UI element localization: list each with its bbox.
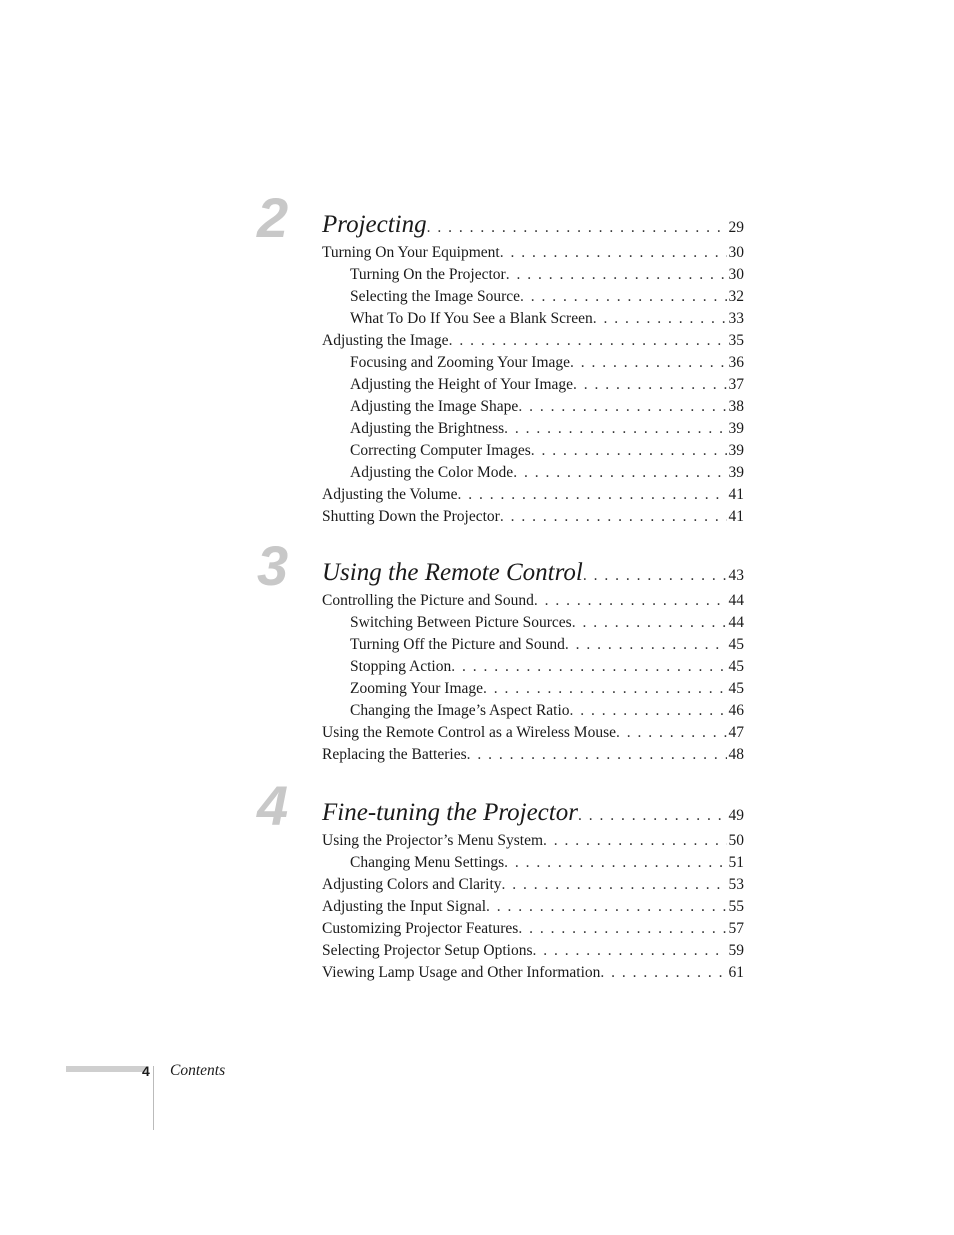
toc-chapter-title[interactable] [322, 796, 744, 830]
toc-page-number: 45 [728, 680, 744, 697]
toc-page-number: 44 [728, 614, 744, 631]
toc-entry-label: Changing Menu Settings [350, 854, 505, 871]
toc-entry-label: Switching Between Picture Sources [350, 614, 572, 631]
toc-page-number: 30 [728, 244, 744, 261]
toc-entry[interactable] [322, 918, 744, 940]
toc-entry-label: Adjusting the Image [322, 332, 449, 349]
toc-entry-label: Customizing Projector Features [322, 920, 519, 937]
toc-entry[interactable] [322, 830, 744, 852]
toc-entry[interactable] [322, 330, 744, 352]
footer-bar [66, 1066, 146, 1072]
toc-subentry[interactable] [322, 418, 744, 440]
toc-page-number: 43 [728, 567, 744, 584]
toc-subentry[interactable] [322, 678, 744, 700]
toc-page-number: 39 [728, 420, 744, 437]
toc-page-number: 33 [728, 310, 744, 327]
toc-entry-label: Using the Remote Control as a Wireless Mouse [322, 724, 616, 741]
toc-title-label: Projecting [322, 211, 427, 238]
toc-entry-label: Changing the Image’s Aspect Ratio [350, 702, 570, 719]
chapter-number: 3 [257, 534, 289, 597]
toc-entry-label: Adjusting the Brightness [350, 420, 505, 437]
toc-page-number: 30 [728, 266, 744, 283]
toc-entry-label: Adjusting Colors and Clarity [322, 876, 502, 893]
toc-page-number: 59 [728, 942, 744, 959]
toc-entry-label: Turning On Your Equipment [322, 244, 500, 261]
toc-title-label: Fine-tuning the Projector [322, 799, 578, 826]
toc-entry-label: Correcting Computer Images [350, 442, 531, 459]
toc-page-number: 39 [728, 464, 744, 481]
toc-subentry[interactable] [322, 308, 744, 330]
toc-entry-label: Adjusting the Image Shape [350, 398, 519, 415]
toc-page-number: 47 [728, 724, 744, 741]
toc-page-number: 41 [728, 486, 744, 503]
toc-subentry[interactable] [322, 352, 744, 374]
toc-subentry[interactable] [322, 656, 744, 678]
toc-entry[interactable] [322, 590, 744, 612]
toc-entry-label: Viewing Lamp Usage and Other Information [322, 964, 601, 981]
toc-entry-label: Shutting Down the Projector [322, 508, 500, 525]
toc-subentry[interactable] [322, 286, 744, 308]
toc-page-number: 61 [728, 964, 744, 981]
toc-subentry[interactable] [322, 396, 744, 418]
toc-entry[interactable] [322, 962, 744, 984]
toc-entry[interactable] [322, 242, 744, 264]
toc-subentry[interactable] [322, 612, 744, 634]
toc-entry-label: Controlling the Picture and Sound [322, 592, 534, 609]
toc-page-number: 51 [728, 854, 744, 871]
toc-subentry[interactable] [322, 700, 744, 722]
footer-page-number: 4 [142, 1063, 150, 1079]
toc-page-number: 35 [728, 332, 744, 349]
toc-entry-label: Selecting the Image Source [350, 288, 521, 305]
toc-entry-label: Adjusting the Color Mode [350, 464, 514, 481]
toc-subentry[interactable] [322, 852, 744, 874]
toc-entry-label: Using the Projector’s Menu System [322, 832, 544, 849]
toc-entry-label: Adjusting the Volume [322, 486, 458, 503]
toc-chapter-title[interactable] [322, 208, 744, 242]
toc-page-number: 46 [728, 702, 744, 719]
toc-entry[interactable] [322, 874, 744, 896]
chapter-number: 4 [257, 774, 289, 837]
toc-subentry[interactable] [322, 462, 744, 484]
toc-page-number: 48 [728, 746, 744, 763]
toc-page-number: 36 [728, 354, 744, 371]
toc-entry[interactable] [322, 722, 744, 744]
toc-subentry[interactable] [322, 374, 744, 396]
toc-entry-label: Turning On the Projector [350, 266, 506, 283]
toc-page-number: 45 [728, 658, 744, 675]
toc-page-number: 45 [728, 636, 744, 653]
chapter-number: 2 [257, 186, 289, 249]
toc-page-number: 55 [728, 898, 744, 915]
toc-entry-label: Zooming Your Image [350, 680, 484, 697]
toc-page-number: 37 [728, 376, 744, 393]
toc-subentry[interactable] [322, 264, 744, 286]
toc-entry-label: Replacing the Batteries [322, 746, 467, 763]
toc-entry-label: Adjusting the Input Signal [322, 898, 487, 915]
toc-entry-label: Adjusting the Height of Your Image [350, 376, 574, 393]
footer-section-label: Contents [170, 1062, 226, 1079]
toc-entry[interactable] [322, 484, 744, 506]
toc-title-label: Using the Remote Control [322, 559, 583, 586]
toc-page-number: 38 [728, 398, 744, 415]
toc-entry-label: Stopping Action [350, 658, 452, 675]
toc-chapter-title[interactable] [322, 556, 744, 590]
toc-page-number: 50 [728, 832, 744, 849]
toc-entry-label: Focusing and Zooming Your Image [350, 354, 571, 371]
toc-entry[interactable] [322, 940, 744, 962]
toc-entry[interactable] [322, 896, 744, 918]
toc-page-number: 29 [728, 219, 744, 236]
toc-page-number: 44 [728, 592, 744, 609]
toc-entry-label: What To Do If You See a Blank Screen [350, 310, 593, 327]
toc-page-number: 49 [728, 807, 744, 824]
footer-divider [153, 1066, 154, 1130]
toc-page-number: 53 [728, 876, 744, 893]
toc-entry-label: Turning Off the Picture and Sound [350, 636, 565, 653]
toc-entry-label: Selecting Projector Setup Options [322, 942, 533, 959]
toc-page-number: 41 [728, 508, 744, 525]
toc-subentry[interactable] [322, 634, 744, 656]
toc-entry[interactable] [322, 744, 744, 766]
toc-page-number: 57 [728, 920, 744, 937]
toc-page-number: 32 [728, 288, 744, 305]
toc-entry[interactable] [322, 506, 744, 528]
toc-page-number: 39 [728, 442, 744, 459]
toc-subentry[interactable] [322, 440, 744, 462]
